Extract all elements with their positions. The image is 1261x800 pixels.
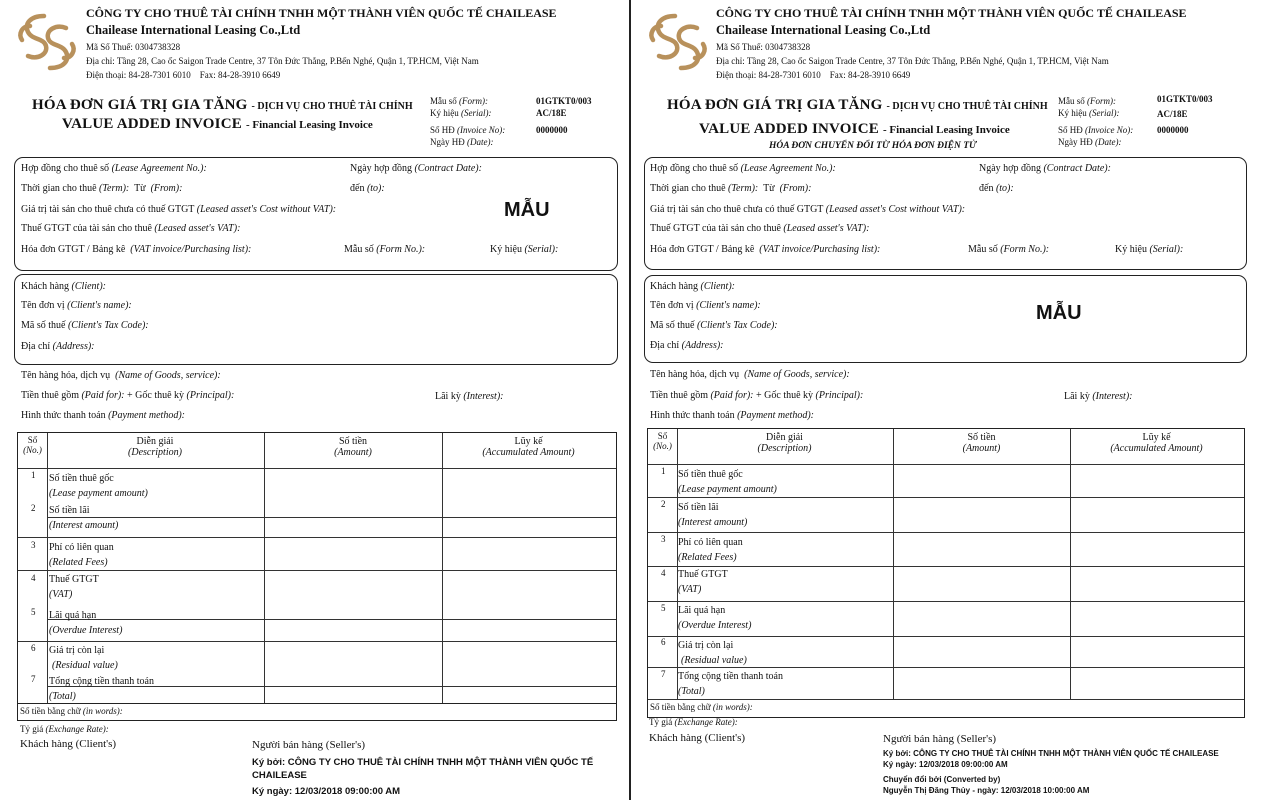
client-name-vi: Tên đơn vị [21,300,65,311]
watermark-mau: MẪU [504,199,550,221]
client-vi: Khách hàng [650,281,699,292]
row-1-desc [678,467,777,497]
number-label-vi: Số HĐ [1058,125,1083,135]
number-value: 0000000 [536,125,568,135]
row-3-desc [678,535,743,565]
title-vi-suffix: - DỊCH VỤ CHO THUÊ TÀI CHÍNH [886,101,1048,112]
serial-value: AC/18E [536,108,567,118]
term-vi: Thời gian cho thuê [650,183,726,194]
client-tax-en: (Client's Tax Code): [67,320,149,331]
row-7-no: 7 [661,669,666,679]
number-value: 0000000 [1157,125,1189,135]
col-accum-vi: Lũy kế [1142,432,1171,443]
row-1-no: 1 [661,466,666,476]
client-address-vi: Địa chỉ [21,341,51,352]
interest-field [1064,391,1133,402]
asset-value-vi: Giá trị tài sản cho thuê chưa có thuế GTGT [650,204,824,215]
contract-date-en: (Contract Date): [414,163,482,174]
row-1-en: (Lease payment amount) [678,484,777,495]
row-1-no: 1 [31,470,36,480]
asset-value-field [21,204,336,215]
row-5-desc [49,608,122,638]
row-3-en: (Related Fees) [49,557,108,568]
company-address: Địa chỉ: Tầng 28, Cao ốc Saigon Trade Centre, 37 Tôn Đức Thắng, P.Bến Nghé, Quận 1, TP.HCM, Việt Nam [716,56,1109,66]
client-address-field [650,340,724,351]
client-name-en: (Client's name): [696,300,761,311]
col-amount-vi: Số tiền [338,436,368,447]
client-tax-vi: Mã số thuế [650,320,695,331]
col-amount-en: (Amount) [334,447,372,458]
in-words-vi: Số tiền bằng chữ [20,706,81,716]
invoice-title-en [62,115,373,133]
number-label-en: (Invoice No): [1085,125,1134,135]
invoice-page-original [0,0,630,800]
vat-invoice-en: (VAT invoice/Purchasing list): [759,244,881,255]
row-5-en: (Overdue Interest) [49,625,123,636]
date-label [1058,137,1122,147]
row-2-desc [678,500,747,530]
asset-vat-field [21,223,240,234]
invoice-page-converted [631,0,1261,800]
signed-by-line: Ký bởi: CÔNG TY CHO THUÊ TÀI CHÍNH TNHH MỘT THÀNH VIÊN QUỐC TẾ CHAILEASE [883,749,1219,758]
serial-label [430,108,492,118]
form-label-en: (Form): [459,96,488,106]
chailease-logo [645,10,711,74]
payment-field [650,410,814,421]
contract-date-vi: Ngày hợp đồng [979,163,1041,174]
exchange-vi: Tỷ giá [20,724,44,734]
asset-vat-vi: Thuế GTGT của tài sản cho thuê [21,223,152,234]
row-3-no: 3 [31,540,36,550]
payment-vi: Hình thức thanh toán [650,410,735,421]
serial-label-en: (Serial): [1089,108,1120,118]
company-address: Địa chỉ: Tầng 28, Cao ốc Saigon Trade Centre, 37 Tôn Đức Thắng, P.Bến Nghé, Quận 1, TP.HCM, Việt Nam [86,56,479,66]
serial-label [1058,108,1120,118]
form-no-vi: Mẫu số [968,244,998,255]
row-2-desc [49,503,118,533]
client-signature-label: Khách hàng (Client's) [20,738,117,750]
asset-vat-en: (Leased asset's VAT): [783,223,870,234]
row-3-desc [49,540,114,570]
col-desc-header [47,436,263,458]
exchange-vi: Tỷ giá [649,717,673,727]
signed-by-block [883,748,1219,796]
row-6-en: (Residual value) [52,660,118,671]
paid-en: (Paid for): [710,390,754,401]
row-4-no: 4 [31,573,36,583]
term-field [650,183,811,194]
to-en: (to): [366,183,385,194]
row-3-vi: Phí có liên quan [49,542,114,553]
signed-by-line2: CHAILEASE [252,770,307,781]
title-en-text: VALUE ADDED INVOICE [62,116,242,132]
form-no-field [344,244,425,255]
client-field [650,281,735,292]
row-2-en: (Interest amount) [678,517,748,528]
form-label-vi: Mẫu số [430,96,457,106]
col-no-header [648,431,677,451]
row-7-desc [49,674,154,704]
row-7-no: 7 [31,674,36,684]
client-tax-en: (Client's Tax Code): [696,320,778,331]
row-4-desc [49,572,99,602]
in-words-vi: Số tiền bằng chữ [650,702,711,712]
title-en-text: VALUE ADDED INVOICE [699,121,879,137]
to-field [350,183,385,194]
row-2-en: (Interest amount) [49,520,119,531]
form-value: 01GTKT0/003 [1157,94,1213,104]
goods-vi: Tên hàng hóa, dịch vụ [21,370,111,381]
company-tax-code: Mã Số Thuế: 0304738328 [86,42,181,52]
col-amount-header [264,436,442,458]
client-en: (Client): [700,281,735,292]
row-4-en: (VAT) [49,589,73,600]
paid-field [21,390,234,401]
company-tax-code: Mã Số Thuế: 0304738328 [716,42,811,52]
company-name-en: Chailease International Leasing Co.,Ltd [86,23,301,37]
title-vi-text: HÓA ĐƠN GIÁ TRỊ GIA TĂNG [32,97,248,113]
company-phone [716,70,910,80]
row-7-en: (Total) [49,691,76,702]
date-label-en: (Date): [1095,137,1122,147]
form-no-en: (Form No.): [376,244,426,255]
signed-by-block [252,756,593,798]
serial-label-vi: Ký hiệu [1058,108,1087,118]
client-field [21,281,106,292]
client-address-en: (Address): [52,341,95,352]
col-accum-en: (Accumulated Amount) [1110,443,1203,454]
title-vi-text: HÓA ĐƠN GIÁ TRỊ GIA TĂNG [667,97,883,113]
converted-person: Nguyễn Thị Đăng Thủy - ngày: 12/03/2018 10:00:00 AM [883,786,1090,795]
interest-vi: Lãi kỳ [1064,391,1090,402]
serial-label-vi: Ký hiệu [430,108,459,118]
agreement-vi: Hợp đồng cho thuê số [650,163,739,174]
invoice-title-vi [32,96,413,114]
contract-date-vi: Ngày hợp đồng [350,163,412,174]
agreement-en: (Lease Agreement No.): [111,163,207,174]
col-accum-header [442,436,615,458]
phone-text: Điện thoại: 84-28-7301 6010 [716,70,821,80]
client-tax-vi: Mã số thuế [21,320,66,331]
row-6-desc [49,643,118,673]
row-2-vi: Số tiền lãi [49,505,90,516]
row-5-desc [678,603,751,633]
row-4-en: (VAT) [678,584,702,595]
asset-value-vi: Giá trị tài sản cho thuê chưa có thuế GTGT [21,204,195,215]
interest-en: (Interest): [1092,391,1133,402]
principal-en: (Principal): [815,390,864,401]
date-label [430,137,494,147]
contract-date-en: (Contract Date): [1043,163,1111,174]
col-amount-header [893,432,1070,454]
from-vi: Từ [763,183,775,194]
row-6-vi: Giá trị còn lại [49,645,105,656]
to-field [979,183,1014,194]
in-words-en: (in words): [82,706,123,716]
row-7-vi: Tổng cộng tiền thanh toán [49,676,154,687]
col-amount-en: (Amount) [962,443,1001,454]
col-desc-en: (Description) [757,443,812,454]
serial-no-field [1115,244,1183,255]
serial-no-vi: Ký hiệu [1115,244,1147,255]
serial-no-en: (Serial): [524,244,559,255]
row-1-desc [49,471,148,501]
serial-label-en: (Serial): [461,108,492,118]
row-6-no: 6 [661,637,666,647]
client-name-en: (Client's name): [67,300,132,311]
number-label [1058,125,1133,135]
col-no-en: (No.) [23,445,42,455]
row-6-desc [678,638,747,668]
payment-vi: Hình thức thanh toán [21,410,106,421]
interest-en: (Interest): [463,391,504,402]
row-5-no: 5 [661,603,666,613]
asset-vat-field [650,223,869,234]
vat-invoice-vi: Hóa đơn GTGT / Bảng kê [21,244,126,255]
row-6-en: (Residual value) [681,655,747,666]
client-en: (Client): [71,281,106,292]
asset-vat-vi: Thuế GTGT của tài sản cho thuê [650,223,781,234]
col-no-header [18,435,47,455]
row-1-en: (Lease payment amount) [49,488,148,499]
serial-no-field [490,244,558,255]
principal-en: (Principal): [186,390,235,401]
paid-vi: Tiền thuê gồm [21,390,79,401]
row-5-vi: Lãi quá hạn [49,610,97,621]
signed-date: Ký ngày: 12/03/2018 09:00:00 AM [883,760,1008,769]
asset-value-field [650,204,965,215]
to-en: (to): [995,183,1014,194]
vat-invoice-vi: Hóa đơn GTGT / Bảng kê [650,244,755,255]
term-field [21,183,182,194]
serial-no-vi: Ký hiệu [490,244,522,255]
principal-vi: + Gốc thuê kỳ [127,390,185,401]
row-3-vi: Phí có liên quan [678,537,743,548]
seller-signature-label: Người bán hàng (Seller's) [252,739,366,751]
row-7-desc [678,669,783,699]
contract-date-field [979,163,1111,174]
invoice-title-en [699,120,1010,138]
row-6-vi: Giá trị còn lại [678,640,734,651]
row-2-no: 2 [31,503,36,513]
row-4-vi: Thuế GTGT [678,569,728,580]
form-value: 01GTKT0/003 [536,96,592,106]
client-address-field [21,341,95,352]
number-label [430,125,505,135]
interest-field [435,391,504,402]
row-5-no: 5 [31,607,36,617]
exchange-en: (Exchange Rate): [674,717,738,727]
to-vi: đến [979,183,994,194]
col-no-vi: Số [657,431,668,441]
col-desc-header [677,432,892,454]
client-address-en: (Address): [681,340,724,351]
from-en: (From): [150,183,183,194]
number-label-en: (Invoice No): [457,125,506,135]
vat-invoice-en: (VAT invoice/Purchasing list): [130,244,252,255]
company-phone [86,70,280,80]
converted-by: Chuyển đổi bởi (Converted by) [883,775,1001,784]
contract-date-field [350,163,482,174]
col-no-vi: Số [27,435,38,445]
client-signature-label: Khách hàng (Client's) [649,732,746,744]
agreement-vi: Hợp đồng cho thuê số [21,163,110,174]
agreement-field [650,163,836,174]
from-vi: Từ [134,183,146,194]
chailease-logo [14,10,80,74]
row-3-en: (Related Fees) [678,552,737,563]
row-1-vi: Số tiền thuê gốc [49,473,114,484]
asset-value-en: (Leased asset's Cost without VAT): [196,204,337,215]
in-words-field [20,706,123,716]
col-accum-en: (Accumulated Amount) [482,447,575,458]
row-2-no: 2 [661,499,666,509]
form-label-vi: Mẫu số [1058,96,1085,106]
exchange-field [20,724,109,734]
number-label-vi: Số HĐ [430,125,455,135]
interest-vi: Lãi kỳ [435,391,461,402]
form-label [1058,96,1116,106]
paid-vi: Tiền thuê gồm [650,390,708,401]
payment-field [21,410,185,421]
serial-value: AC/18E [1157,109,1188,119]
row-6-no: 6 [31,643,36,653]
form-no-en: (Form No.): [1000,244,1050,255]
paid-field [650,390,863,401]
exchange-field [649,717,738,727]
company-name-en: Chailease International Leasing Co.,Ltd [716,23,931,37]
to-vi: đến [350,183,365,194]
vat-invoice-field [650,244,880,255]
row-3-no: 3 [661,534,666,544]
client-name-field [21,300,132,311]
row-5-vi: Lãi quá hạn [678,605,726,616]
col-desc-vi: Diễn giải [136,436,174,447]
client-vi: Khách hàng [21,281,70,292]
goods-en: (Name of Goods, service): [115,370,221,381]
company-name-vi: CÔNG TY CHO THUÊ TÀI CHÍNH TNHH MỘT THÀNH VIÊN QUỐC TẾ CHAILEASE [86,6,557,20]
company-name-vi: CÔNG TY CHO THUÊ TÀI CHÍNH TNHH MỘT THÀNH VIÊN QUỐC TẾ CHAILEASE [716,6,1187,20]
goods-en: (Name of Goods, service): [744,369,850,380]
asset-vat-en: (Leased asset's VAT): [154,223,241,234]
phone-text: Điện thoại: 84-28-7301 6010 [86,70,191,80]
form-no-vi: Mẫu số [344,244,374,255]
col-amount-vi: Số tiền [967,432,996,443]
agreement-en: (Lease Agreement No.): [740,163,836,174]
col-desc-vi: Diễn giải [766,432,803,443]
row-4-vi: Thuế GTGT [49,574,99,585]
payment-en: (Payment method): [108,410,185,421]
form-no-field [968,244,1049,255]
row-1-vi: Số tiền thuê gốc [678,469,743,480]
payment-en: (Payment method): [737,410,814,421]
row-2-vi: Số tiền lãi [678,502,719,513]
row-4-no: 4 [661,568,666,578]
col-accum-header [1070,432,1243,454]
fax-text: Fax: 84-28-3910 6649 [199,70,281,80]
asset-value-en: (Leased asset's Cost without VAT): [825,204,966,215]
in-words-en: (in words): [712,702,753,712]
row-7-en: (Total) [678,686,705,697]
date-label-vi: Ngày HĐ [430,137,465,147]
term-vi: Thời gian cho thuê [21,183,97,194]
watermark-mau: MẪU [1036,302,1082,324]
client-name-field [650,300,761,311]
paid-en: (Paid for): [81,390,125,401]
fax-text: Fax: 84-28-3910 6649 [829,70,911,80]
row-4-desc [678,567,728,597]
converted-note: HÓA ĐƠN CHUYỂN ĐỔI TỪ HÓA ĐƠN ĐIỆN TỬ [769,141,977,151]
goods-field [650,369,850,380]
date-label-vi: Ngày HĐ [1058,137,1093,147]
goods-field [21,370,221,381]
title-vi-suffix: - DỊCH VỤ CHO THUÊ TÀI CHÍNH [251,101,413,112]
title-en-suffix: - Financial Leasing Invoice [245,119,373,131]
principal-vi: + Gốc thuê kỳ [756,390,814,401]
serial-no-en: (Serial): [1149,244,1184,255]
form-label [430,96,488,106]
term-en: (Term): [728,183,759,194]
from-en: (From): [779,183,812,194]
col-desc-en: (Description) [128,447,182,458]
in-words-field [650,702,753,712]
exchange-en: (Exchange Rate): [45,724,109,734]
form-label-en: (Form): [1087,96,1116,106]
agreement-field [21,163,207,174]
invoice-title-vi [667,96,1048,114]
goods-vi: Tên hàng hóa, dịch vụ [650,369,740,380]
client-tax-field [21,320,149,331]
vat-invoice-field [21,244,251,255]
client-name-vi: Tên đơn vị [650,300,694,311]
title-en-suffix: - Financial Leasing Invoice [882,124,1010,136]
signed-date: Ký ngày: 12/03/2018 09:00:00 AM [252,786,401,797]
client-address-vi: Địa chỉ [650,340,680,351]
term-en: (Term): [99,183,130,194]
seller-signature-label: Người bán hàng (Seller's) [883,733,997,745]
col-accum-vi: Lũy kế [514,436,543,447]
signed-by-line1: Ký bởi: CÔNG TY CHO THUÊ TÀI CHÍNH TNHH MỘT THÀNH VIÊN QUỐC TẾ [252,757,594,768]
row-5-en: (Overdue Interest) [678,620,752,631]
row-7-vi: Tổng cộng tiền thanh toán [678,671,783,682]
col-no-en: (No.) [653,441,672,451]
date-label-en: (Date): [467,137,494,147]
client-tax-field [650,320,778,331]
